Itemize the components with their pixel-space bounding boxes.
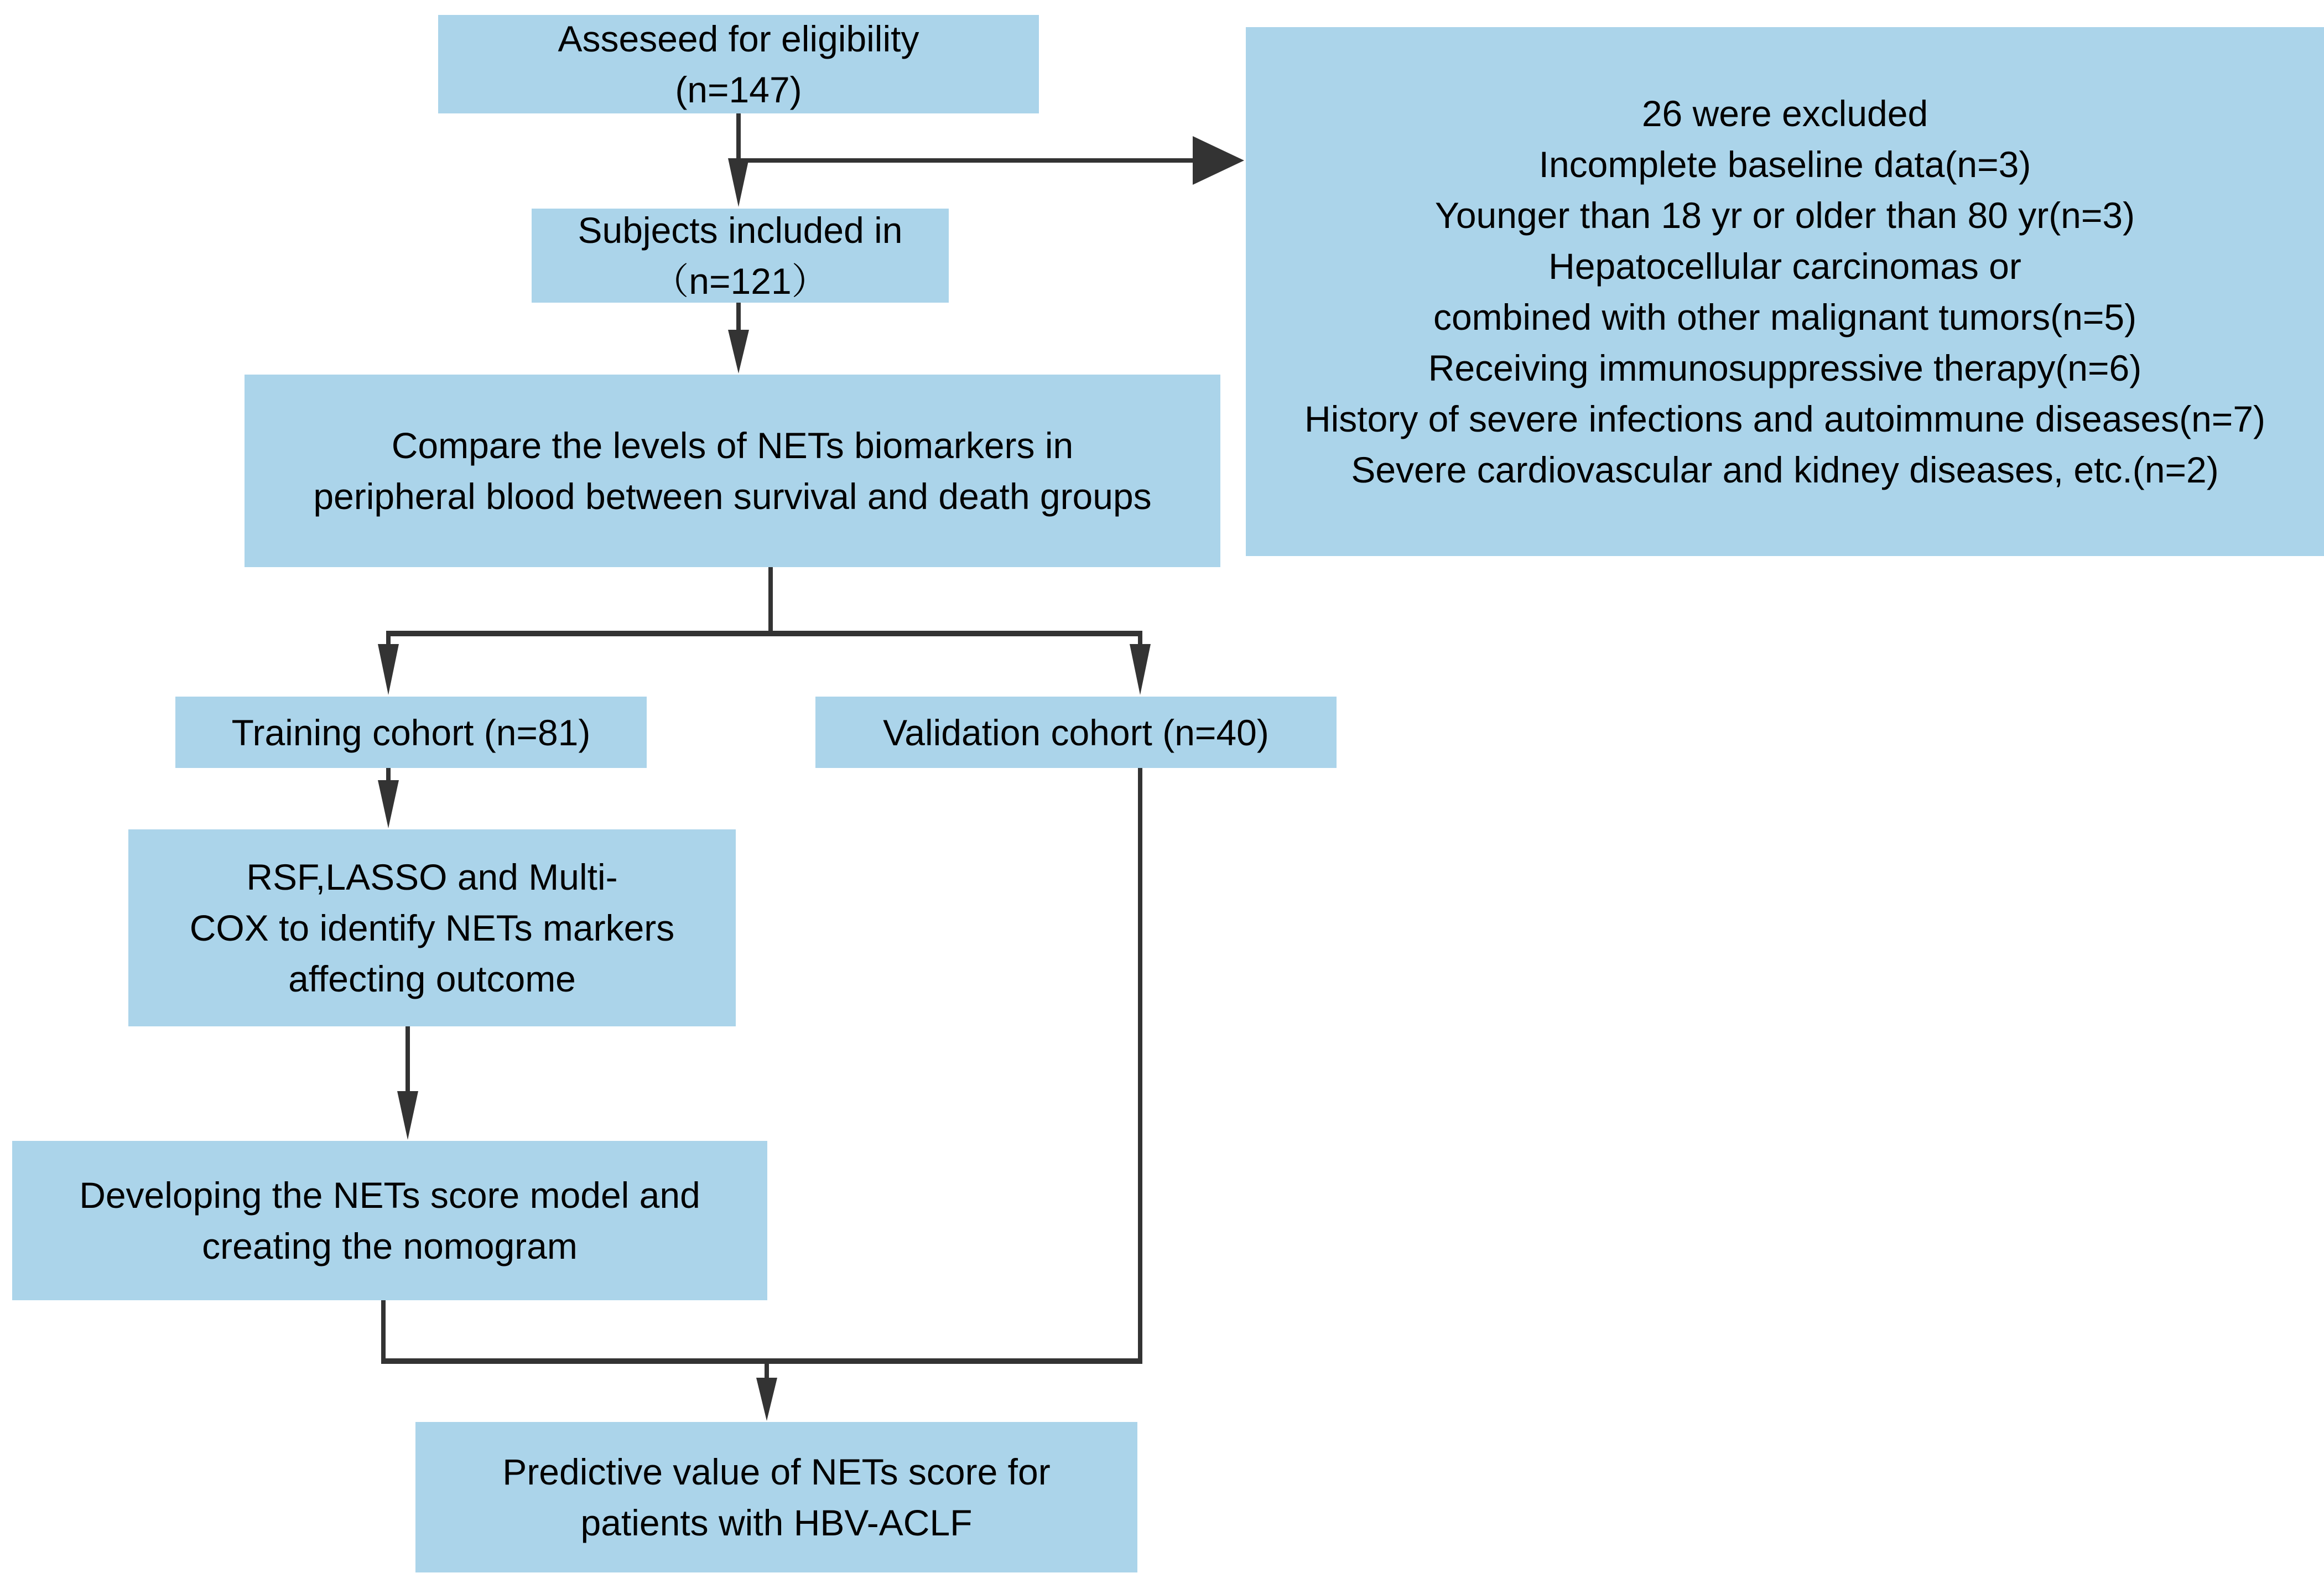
node-text-line: patients with HBV-ACLF	[580, 1502, 973, 1543]
node-subjects-included	[532, 209, 949, 303]
node-text-line: Younger than 18 yr or older than 80 yr(n=3)	[1434, 195, 2135, 236]
node-text-line: Hepatocellular carcinomas or	[1548, 246, 2021, 287]
connector-training-to-rsf	[378, 768, 399, 828]
arrowhead-down-icon	[1130, 644, 1151, 695]
arrowhead-down-icon	[728, 158, 749, 207]
node-training-cohort	[175, 697, 647, 768]
node-text-line: creating the nomogram	[202, 1226, 578, 1266]
node-text-line: Predictive value of NETs score for	[502, 1451, 1051, 1492]
node-text-line: Receiving immunosuppressive therapy(n=6)	[1428, 347, 2142, 388]
connector-compare-split	[378, 567, 1151, 695]
node-excluded-reasons	[1246, 27, 2324, 556]
node-text-line: peripheral blood between survival and death groups	[313, 476, 1152, 517]
arrowhead-down-icon	[756, 1378, 777, 1421]
connector-assessed-to-excluded	[736, 136, 1244, 185]
connector-included-to-compare	[728, 303, 749, 373]
arrowhead-down-icon	[397, 1091, 418, 1140]
node-text-line: 26 were excluded	[1641, 93, 1928, 134]
node-text-line: (n=147)	[675, 69, 802, 110]
node-developing-nets-score-model	[12, 1141, 767, 1300]
node-text-line: Incomplete baseline data(n=3)	[1538, 144, 2031, 185]
node-text-line: Asseseed for eligibility	[558, 18, 919, 59]
node-text-line: History of severe infections and autoimmune diseases(n=7)	[1304, 398, 2266, 439]
node-predictive-value	[415, 1422, 1137, 1572]
node-text-line: Severe cardiovascular and kidney diseases, etc.(n=2)	[1351, 449, 2219, 490]
arrowhead-right-icon	[1193, 136, 1244, 185]
connector-rsf-to-developing	[397, 1026, 418, 1140]
node-text-line: Subjects included in	[578, 210, 903, 251]
node-text-line: COX to identify NETs markers	[189, 907, 675, 948]
arrowhead-down-icon	[378, 780, 399, 828]
node-compare-nets-biomarkers	[245, 375, 1220, 567]
node-assessed-for-eligibility	[438, 15, 1039, 113]
node-text-line: affecting outcome	[288, 958, 576, 999]
node-text-line: combined with other malignant tumors(n=5)	[1433, 297, 2137, 338]
node-text-line: Developing the NETs score model and	[79, 1175, 700, 1216]
node-text-line: Validation cohort (n=40)	[883, 712, 1269, 753]
node-rsf-lasso-cox	[128, 829, 736, 1026]
node-text-line: （n=121）	[652, 261, 828, 302]
arrowhead-down-icon	[378, 644, 399, 695]
connector-assessed-to-included	[728, 113, 749, 207]
node-text-line: Training cohort (n=81)	[231, 712, 591, 753]
node-validation-cohort	[815, 697, 1337, 768]
node-text-line: Compare the levels of NETs biomarkers in	[391, 425, 1074, 466]
node-text-line: RSF,LASSO and Multi-	[246, 857, 618, 897]
arrowhead-down-icon	[728, 330, 749, 373]
